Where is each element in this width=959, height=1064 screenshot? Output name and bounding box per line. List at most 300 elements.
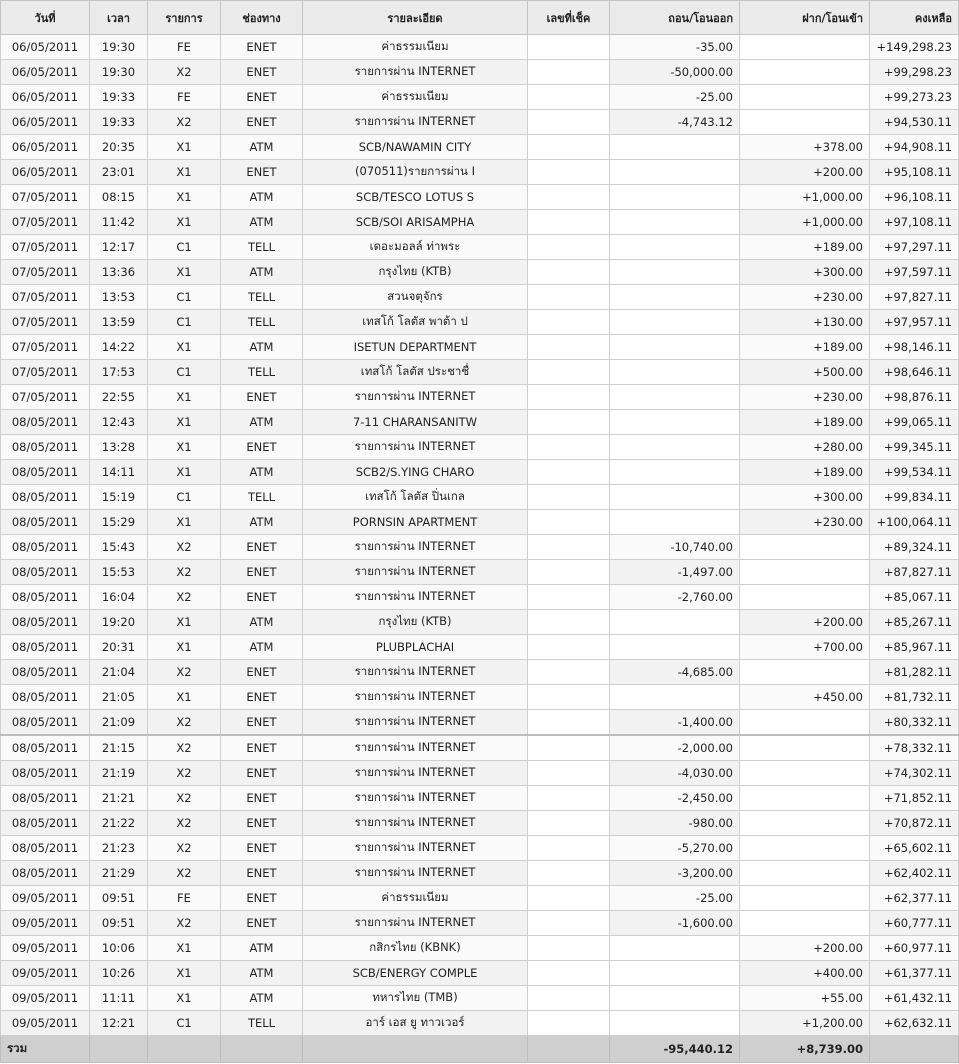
withdraw-cell: -1,400.00 — [610, 710, 740, 736]
deposit-cell: +189.00 — [740, 460, 870, 485]
time-cell: 15:19 — [90, 485, 148, 510]
table-row — [1, 235, 959, 260]
date-cell: 08/05/2011 — [1, 585, 90, 610]
channel-cell: ENET — [221, 861, 303, 886]
detail-cell: รายการผ่าน INTERNET — [303, 911, 528, 936]
table-row — [1, 861, 959, 886]
detail-cell: กรุงไทย (KTB) — [303, 260, 528, 285]
table-row — [1, 886, 959, 911]
detail-cell: เทสโก้ โลตัส ประชาชื่ — [303, 360, 528, 385]
time-cell: 21:15 — [90, 735, 148, 761]
deposit-cell: +300.00 — [740, 485, 870, 510]
withdraw-cell: -1,600.00 — [610, 911, 740, 936]
balance-cell: +61,377.11 — [870, 961, 959, 986]
type-cell: C1 — [148, 235, 221, 260]
detail-cell: 7-11 CHARANSANITW — [303, 410, 528, 435]
cheque-cell — [528, 936, 610, 961]
withdraw-cell: -2,450.00 — [610, 786, 740, 811]
withdraw-cell — [610, 510, 740, 535]
detail-cell: รายการผ่าน INTERNET — [303, 585, 528, 610]
type-cell: X1 — [148, 335, 221, 360]
deposit-cell — [740, 85, 870, 110]
withdraw-cell — [610, 210, 740, 235]
channel-cell: TELL — [221, 1011, 303, 1036]
cheque-cell — [528, 60, 610, 85]
total-withdraw: -95,440.12 — [610, 1036, 740, 1063]
channel-cell: TELL — [221, 235, 303, 260]
cheque-cell — [528, 385, 610, 410]
deposit-cell: +55.00 — [740, 986, 870, 1011]
date-cell: 06/05/2011 — [1, 110, 90, 135]
date-cell: 08/05/2011 — [1, 635, 90, 660]
cheque-cell — [528, 410, 610, 435]
deposit-cell — [740, 710, 870, 736]
withdraw-cell: -25.00 — [610, 886, 740, 911]
time-cell: 16:04 — [90, 585, 148, 610]
time-cell: 13:36 — [90, 260, 148, 285]
balance-cell: +98,146.11 — [870, 335, 959, 360]
channel-cell: ENET — [221, 35, 303, 60]
date-cell: 06/05/2011 — [1, 135, 90, 160]
table-row — [1, 961, 959, 986]
balance-cell: +97,827.11 — [870, 285, 959, 310]
date-cell: 07/05/2011 — [1, 310, 90, 335]
balance-cell: +99,345.11 — [870, 435, 959, 460]
deposit-cell — [740, 886, 870, 911]
type-cell: X2 — [148, 710, 221, 736]
channel-cell: ATM — [221, 210, 303, 235]
header-withdraw: ถอน/โอนออก — [610, 1, 740, 35]
time-cell: 10:06 — [90, 936, 148, 961]
type-cell: X1 — [148, 460, 221, 485]
channel-cell: ENET — [221, 535, 303, 560]
balance-cell: +60,977.11 — [870, 936, 959, 961]
date-cell: 06/05/2011 — [1, 160, 90, 185]
withdraw-cell — [610, 685, 740, 710]
time-cell: 15:29 — [90, 510, 148, 535]
type-cell: X1 — [148, 685, 221, 710]
date-cell: 08/05/2011 — [1, 435, 90, 460]
time-cell: 15:43 — [90, 535, 148, 560]
cheque-cell — [528, 335, 610, 360]
time-cell: 21:04 — [90, 660, 148, 685]
withdraw-cell: -4,743.12 — [610, 110, 740, 135]
table-row — [1, 185, 959, 210]
withdraw-cell: -4,030.00 — [610, 761, 740, 786]
time-cell: 19:33 — [90, 85, 148, 110]
withdraw-cell — [610, 335, 740, 360]
deposit-cell: +300.00 — [740, 260, 870, 285]
header-balance: คงเหลือ — [870, 1, 959, 35]
withdraw-cell — [610, 185, 740, 210]
table-row — [1, 285, 959, 310]
channel-cell: ENET — [221, 435, 303, 460]
balance-cell: +94,530.11 — [870, 110, 959, 135]
channel-cell: ATM — [221, 335, 303, 360]
table-row — [1, 936, 959, 961]
cheque-cell — [528, 485, 610, 510]
time-cell: 21:22 — [90, 811, 148, 836]
withdraw-cell — [610, 410, 740, 435]
balance-cell: +60,777.11 — [870, 911, 959, 936]
balance-cell: +97,957.11 — [870, 310, 959, 335]
withdraw-cell — [610, 936, 740, 961]
deposit-cell — [740, 35, 870, 60]
channel-cell: ENET — [221, 685, 303, 710]
date-cell: 08/05/2011 — [1, 710, 90, 736]
table-row — [1, 986, 959, 1011]
type-cell: X2 — [148, 811, 221, 836]
detail-cell: (070511)รายการผ่าน I — [303, 160, 528, 185]
header-channel: ช่องทาง — [221, 1, 303, 35]
type-cell: X2 — [148, 761, 221, 786]
table-row — [1, 635, 959, 660]
time-cell: 19:30 — [90, 35, 148, 60]
detail-cell: ค่าธรรมเนียม — [303, 35, 528, 60]
withdraw-cell: -3,200.00 — [610, 861, 740, 886]
deposit-cell: +1,200.00 — [740, 1011, 870, 1036]
header-row — [1, 1, 959, 35]
table-row — [1, 210, 959, 235]
balance-cell: +99,834.11 — [870, 485, 959, 510]
table-row — [1, 260, 959, 285]
withdraw-cell — [610, 635, 740, 660]
total-label: รวม — [1, 1036, 90, 1063]
balance-cell: +99,298.23 — [870, 60, 959, 85]
detail-cell: PORNSIN APARTMENT — [303, 510, 528, 535]
detail-cell: SCB2/S.YING CHARO — [303, 460, 528, 485]
cheque-cell — [528, 160, 610, 185]
type-cell: X1 — [148, 385, 221, 410]
time-cell: 13:28 — [90, 435, 148, 460]
deposit-cell: +230.00 — [740, 385, 870, 410]
deposit-cell — [740, 535, 870, 560]
detail-cell: รายการผ่าน INTERNET — [303, 811, 528, 836]
date-cell: 08/05/2011 — [1, 485, 90, 510]
header-cheque: เลขที่เช็ค — [528, 1, 610, 35]
detail-cell: SCB/TESCO LOTUS S — [303, 185, 528, 210]
time-cell: 11:42 — [90, 210, 148, 235]
channel-cell: ATM — [221, 635, 303, 660]
date-cell: 09/05/2011 — [1, 886, 90, 911]
type-cell: X1 — [148, 210, 221, 235]
channel-cell: ATM — [221, 610, 303, 635]
date-cell: 07/05/2011 — [1, 285, 90, 310]
table-row — [1, 135, 959, 160]
type-cell: X2 — [148, 911, 221, 936]
deposit-cell: +230.00 — [740, 510, 870, 535]
table-row — [1, 911, 959, 936]
balance-cell: +99,273.23 — [870, 85, 959, 110]
balance-cell: +98,646.11 — [870, 360, 959, 385]
time-cell: 22:55 — [90, 385, 148, 410]
date-cell: 07/05/2011 — [1, 185, 90, 210]
time-cell: 20:35 — [90, 135, 148, 160]
time-cell: 19:33 — [90, 110, 148, 135]
cheque-cell — [528, 635, 610, 660]
withdraw-cell: -35.00 — [610, 35, 740, 60]
withdraw-cell — [610, 610, 740, 635]
type-cell: X2 — [148, 585, 221, 610]
deposit-cell — [740, 786, 870, 811]
cheque-cell — [528, 535, 610, 560]
date-cell: 07/05/2011 — [1, 210, 90, 235]
cheque-cell — [528, 435, 610, 460]
date-cell: 08/05/2011 — [1, 836, 90, 861]
balance-cell: +96,108.11 — [870, 185, 959, 210]
time-cell: 21:29 — [90, 861, 148, 886]
table-row — [1, 60, 959, 85]
withdraw-cell — [610, 310, 740, 335]
date-cell: 08/05/2011 — [1, 510, 90, 535]
deposit-cell: +400.00 — [740, 961, 870, 986]
detail-cell: ISETUN DEPARTMENT — [303, 335, 528, 360]
deposit-cell: +500.00 — [740, 360, 870, 385]
balance-cell: +85,067.11 — [870, 585, 959, 610]
table-row — [1, 160, 959, 185]
detail-cell: เทสโก้ โลตัส พาต้า ป — [303, 310, 528, 335]
detail-cell: รายการผ่าน INTERNET — [303, 660, 528, 685]
date-cell: 08/05/2011 — [1, 460, 90, 485]
table-row — [1, 85, 959, 110]
withdraw-cell — [610, 1011, 740, 1036]
balance-cell: +89,324.11 — [870, 535, 959, 560]
cheque-cell — [528, 786, 610, 811]
type-cell: C1 — [148, 310, 221, 335]
time-cell: 21:19 — [90, 761, 148, 786]
balance-cell: +100,064.11 — [870, 510, 959, 535]
channel-cell: ATM — [221, 410, 303, 435]
deposit-cell: +230.00 — [740, 285, 870, 310]
balance-cell: +61,432.11 — [870, 986, 959, 1011]
withdraw-cell — [610, 235, 740, 260]
table-row — [1, 310, 959, 335]
time-cell: 15:53 — [90, 560, 148, 585]
deposit-cell: +189.00 — [740, 235, 870, 260]
balance-cell: +85,267.11 — [870, 610, 959, 635]
channel-cell: TELL — [221, 285, 303, 310]
balance-cell: +94,908.11 — [870, 135, 959, 160]
header-detail: รายละเอียด — [303, 1, 528, 35]
table-row — [1, 610, 959, 635]
header-type: รายการ — [148, 1, 221, 35]
cheque-cell — [528, 185, 610, 210]
channel-cell: ATM — [221, 460, 303, 485]
deposit-cell: +200.00 — [740, 610, 870, 635]
cheque-cell — [528, 85, 610, 110]
withdraw-cell — [610, 160, 740, 185]
channel-cell: ENET — [221, 911, 303, 936]
channel-cell: ENET — [221, 160, 303, 185]
date-cell: 08/05/2011 — [1, 410, 90, 435]
type-cell: X2 — [148, 735, 221, 761]
balance-cell: +65,602.11 — [870, 836, 959, 861]
cheque-cell — [528, 735, 610, 761]
header-date: วันที่ — [1, 1, 90, 35]
date-cell: 06/05/2011 — [1, 85, 90, 110]
table-row — [1, 811, 959, 836]
detail-cell: กสิกรไทย (KBNK) — [303, 936, 528, 961]
deposit-cell: +1,000.00 — [740, 185, 870, 210]
table-row — [1, 360, 959, 385]
time-cell: 14:22 — [90, 335, 148, 360]
channel-cell: ATM — [221, 510, 303, 535]
date-cell: 06/05/2011 — [1, 60, 90, 85]
time-cell: 19:30 — [90, 60, 148, 85]
balance-cell: +97,597.11 — [870, 260, 959, 285]
table-body — [1, 35, 959, 1036]
balance-cell: +62,632.11 — [870, 1011, 959, 1036]
cheque-cell — [528, 961, 610, 986]
table-row — [1, 460, 959, 485]
cheque-cell — [528, 110, 610, 135]
type-cell: FE — [148, 85, 221, 110]
cheque-cell — [528, 861, 610, 886]
withdraw-cell — [610, 360, 740, 385]
type-cell: C1 — [148, 285, 221, 310]
channel-cell: ENET — [221, 735, 303, 761]
withdraw-cell: -2,760.00 — [610, 585, 740, 610]
date-cell: 07/05/2011 — [1, 235, 90, 260]
detail-cell: รายการผ่าน INTERNET — [303, 535, 528, 560]
channel-cell: ENET — [221, 660, 303, 685]
withdraw-cell — [610, 986, 740, 1011]
balance-cell: +87,827.11 — [870, 560, 959, 585]
date-cell: 08/05/2011 — [1, 761, 90, 786]
deposit-cell: +200.00 — [740, 160, 870, 185]
cheque-cell — [528, 911, 610, 936]
channel-cell: ENET — [221, 560, 303, 585]
detail-cell: รายการผ่าน INTERNET — [303, 836, 528, 861]
time-cell: 09:51 — [90, 911, 148, 936]
cheque-cell — [528, 360, 610, 385]
detail-cell: SCB/ENERGY COMPLE — [303, 961, 528, 986]
time-cell: 09:51 — [90, 886, 148, 911]
detail-cell: รายการผ่าน INTERNET — [303, 710, 528, 736]
detail-cell: รายการผ่าน INTERNET — [303, 861, 528, 886]
type-cell: X2 — [148, 861, 221, 886]
withdraw-cell — [610, 460, 740, 485]
date-cell: 08/05/2011 — [1, 735, 90, 761]
cheque-cell — [528, 660, 610, 685]
deposit-cell: +450.00 — [740, 685, 870, 710]
cheque-cell — [528, 510, 610, 535]
cheque-cell — [528, 610, 610, 635]
balance-cell: +81,282.11 — [870, 660, 959, 685]
type-cell: X2 — [148, 560, 221, 585]
time-cell: 21:23 — [90, 836, 148, 861]
channel-cell: ENET — [221, 110, 303, 135]
balance-cell: +95,108.11 — [870, 160, 959, 185]
channel-cell: ENET — [221, 836, 303, 861]
date-cell: 08/05/2011 — [1, 811, 90, 836]
date-cell: 07/05/2011 — [1, 335, 90, 360]
deposit-cell — [740, 585, 870, 610]
withdraw-cell: -10,740.00 — [610, 535, 740, 560]
deposit-cell: +200.00 — [740, 936, 870, 961]
cheque-cell — [528, 235, 610, 260]
type-cell: X1 — [148, 410, 221, 435]
cheque-cell — [528, 210, 610, 235]
table-row — [1, 710, 959, 736]
type-cell: X2 — [148, 535, 221, 560]
withdraw-cell — [610, 961, 740, 986]
cheque-cell — [528, 585, 610, 610]
time-cell: 14:11 — [90, 460, 148, 485]
table-row — [1, 110, 959, 135]
deposit-cell: +130.00 — [740, 310, 870, 335]
type-cell: X1 — [148, 936, 221, 961]
type-cell: X2 — [148, 786, 221, 811]
balance-cell: +74,302.11 — [870, 761, 959, 786]
channel-cell: ATM — [221, 135, 303, 160]
withdraw-cell — [610, 260, 740, 285]
balance-cell: +149,298.23 — [870, 35, 959, 60]
table-row — [1, 535, 959, 560]
channel-cell: ATM — [221, 986, 303, 1011]
table-row — [1, 585, 959, 610]
date-cell: 09/05/2011 — [1, 936, 90, 961]
header-deposit: ฝาก/โอนเข้า — [740, 1, 870, 35]
cheque-cell — [528, 761, 610, 786]
cheque-cell — [528, 135, 610, 160]
balance-cell: +85,967.11 — [870, 635, 959, 660]
withdraw-cell — [610, 385, 740, 410]
type-cell: X1 — [148, 135, 221, 160]
type-cell: X1 — [148, 185, 221, 210]
balance-cell: +62,402.11 — [870, 861, 959, 886]
cheque-cell — [528, 1011, 610, 1036]
withdraw-cell: -980.00 — [610, 811, 740, 836]
type-cell: C1 — [148, 360, 221, 385]
time-cell: 08:15 — [90, 185, 148, 210]
type-cell: X1 — [148, 260, 221, 285]
time-cell: 11:11 — [90, 986, 148, 1011]
detail-cell: ค่าธรรมเนียม — [303, 886, 528, 911]
date-cell: 08/05/2011 — [1, 610, 90, 635]
date-cell: 08/05/2011 — [1, 685, 90, 710]
detail-cell: รายการผ่าน INTERNET — [303, 786, 528, 811]
withdraw-cell: -50,000.00 — [610, 60, 740, 85]
date-cell: 09/05/2011 — [1, 1011, 90, 1036]
date-cell: 06/05/2011 — [1, 35, 90, 60]
time-cell: 12:17 — [90, 235, 148, 260]
type-cell: X2 — [148, 660, 221, 685]
type-cell: X1 — [148, 961, 221, 986]
table-row — [1, 410, 959, 435]
table-row — [1, 685, 959, 710]
channel-cell: ENET — [221, 85, 303, 110]
time-cell: 19:20 — [90, 610, 148, 635]
deposit-cell — [740, 660, 870, 685]
balance-cell: +78,332.11 — [870, 735, 959, 761]
detail-cell: รายการผ่าน INTERNET — [303, 685, 528, 710]
withdraw-cell: -4,685.00 — [610, 660, 740, 685]
deposit-cell: +189.00 — [740, 335, 870, 360]
deposit-cell: +700.00 — [740, 635, 870, 660]
type-cell: C1 — [148, 1011, 221, 1036]
deposit-cell — [740, 60, 870, 85]
date-cell: 08/05/2011 — [1, 560, 90, 585]
detail-cell: เดอะมอลล์ ท่าพระ — [303, 235, 528, 260]
deposit-cell: +280.00 — [740, 435, 870, 460]
detail-cell: รายการผ่าน INTERNET — [303, 560, 528, 585]
cheque-cell — [528, 836, 610, 861]
deposit-cell — [740, 836, 870, 861]
time-cell: 17:53 — [90, 360, 148, 385]
date-cell: 09/05/2011 — [1, 961, 90, 986]
type-cell: X2 — [148, 60, 221, 85]
